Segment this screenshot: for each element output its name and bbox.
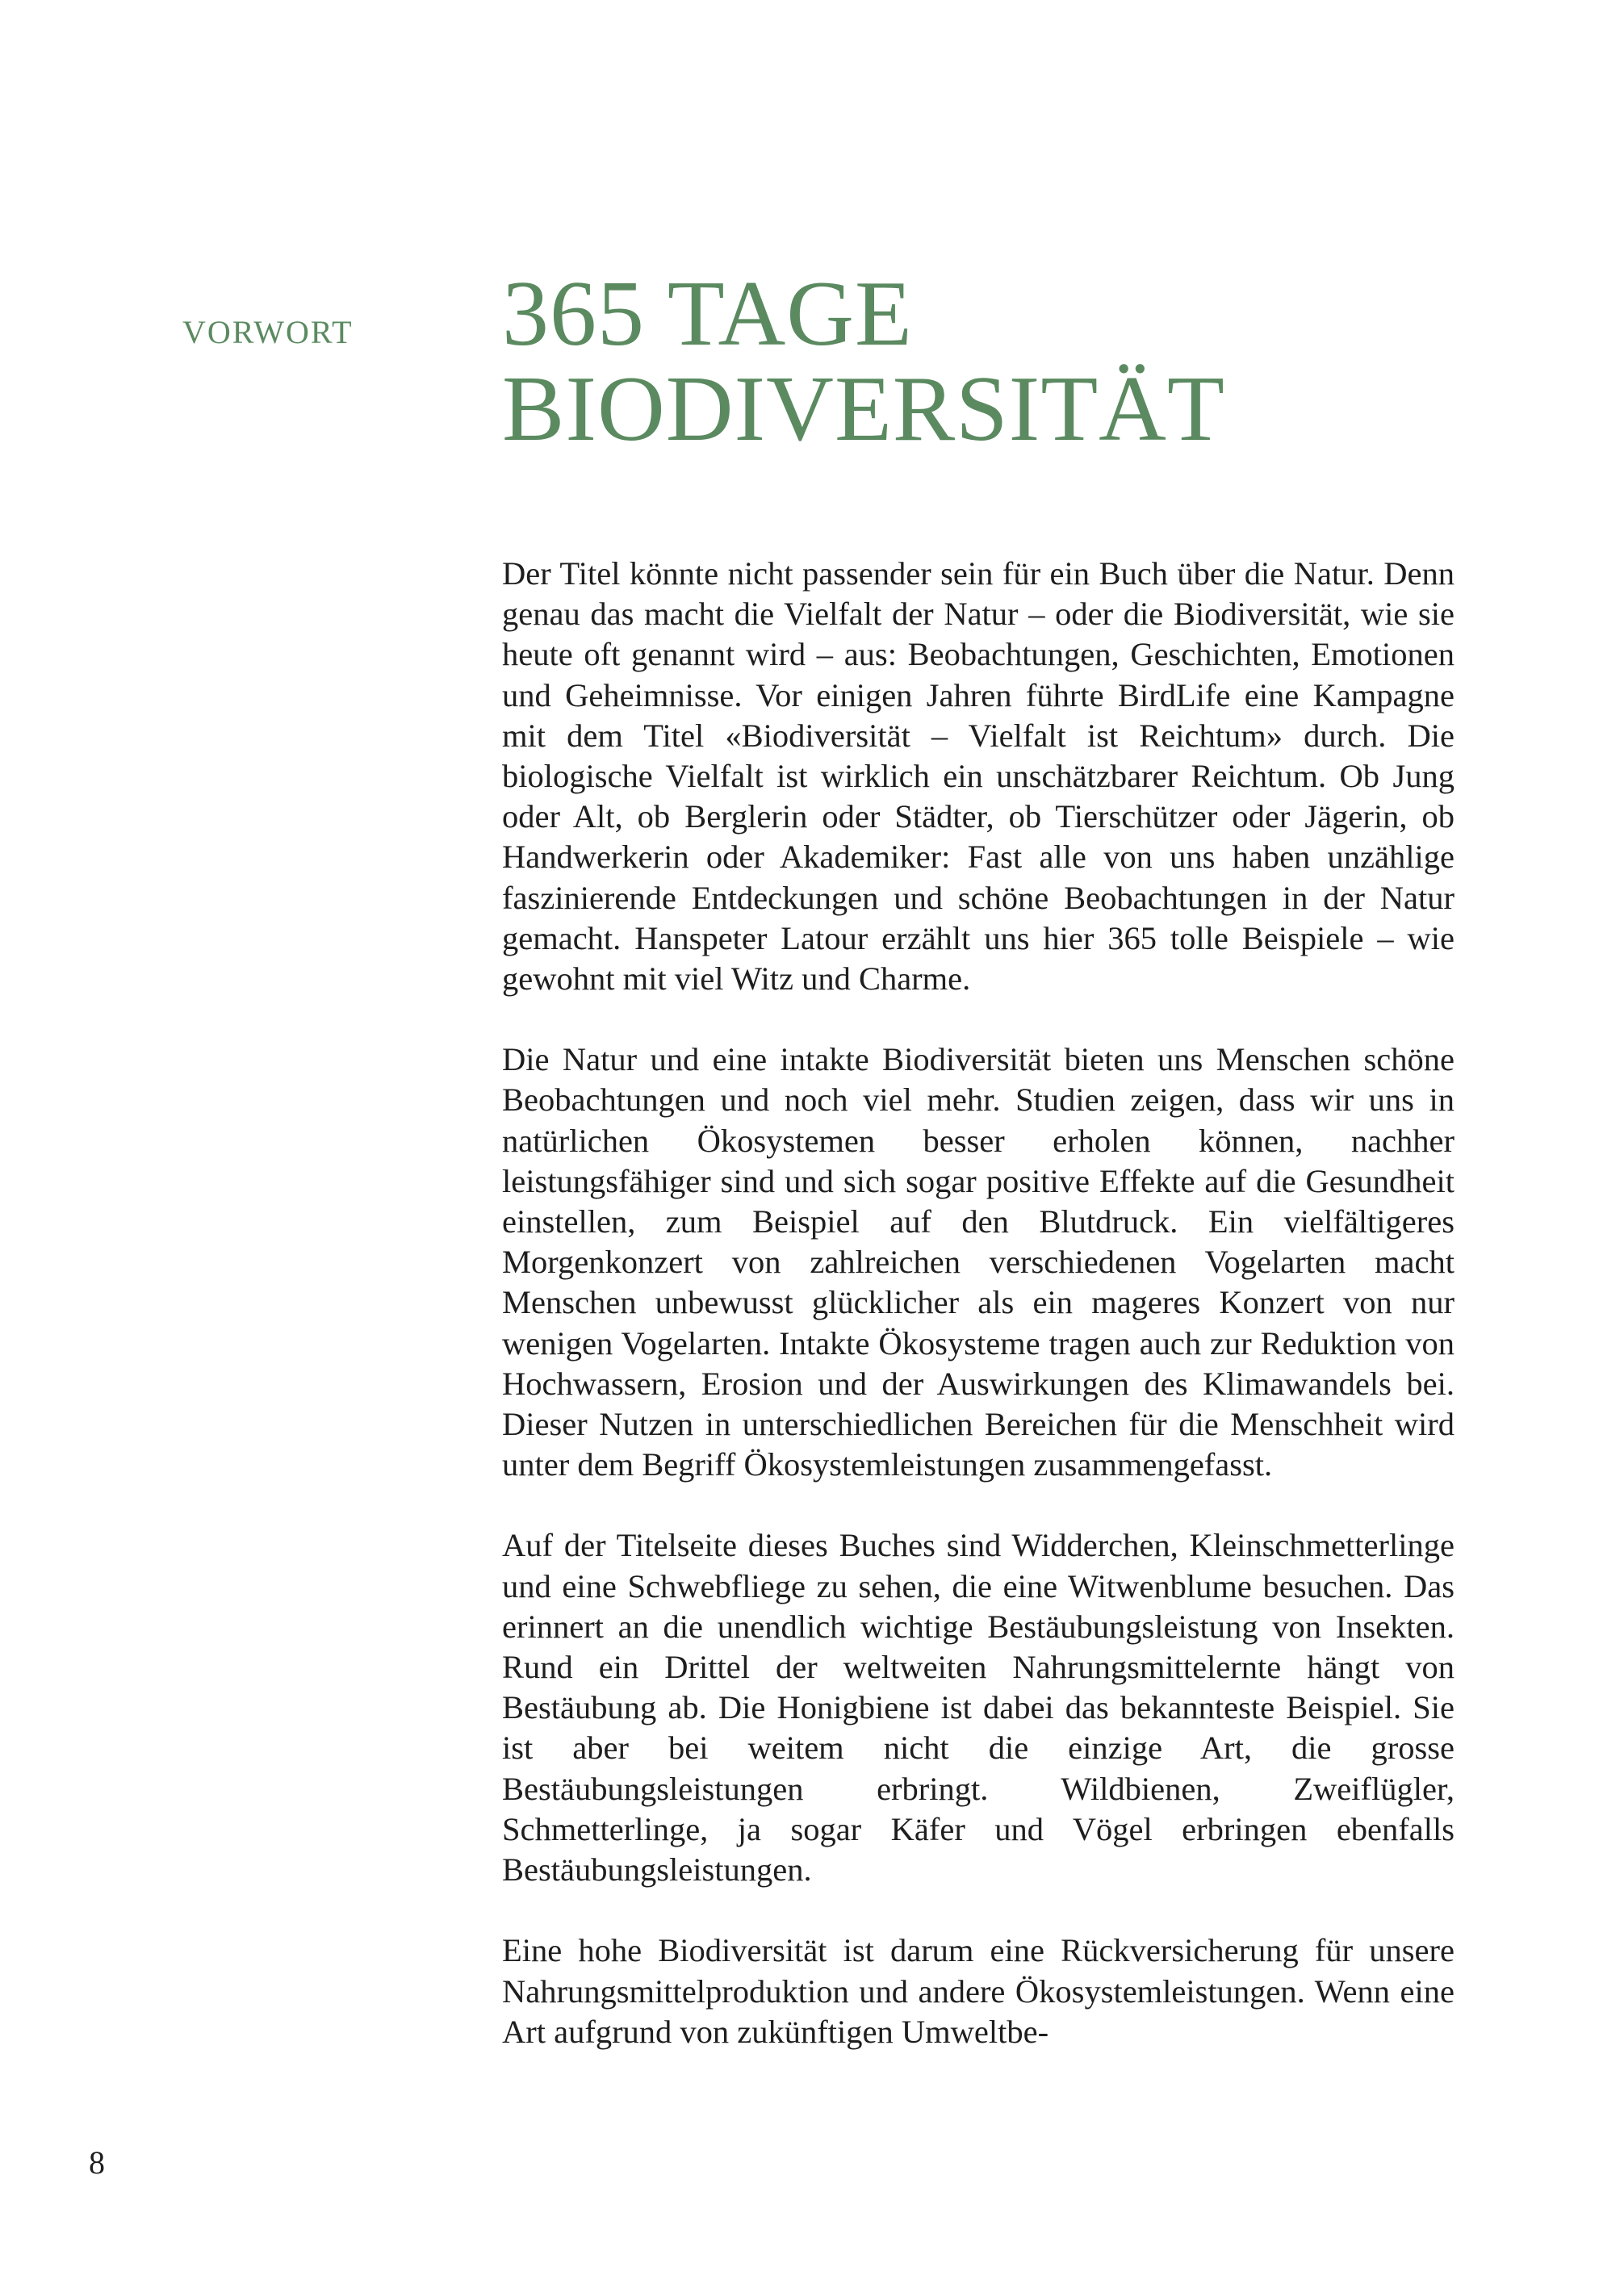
page-title-line-1: 365 TAGE <box>502 262 913 366</box>
section-label: VORWORT <box>182 314 354 350</box>
page-title-line-2: BIODIVERSITÄT <box>502 358 1225 461</box>
paragraph-4: Eine hohe Biodiversität ist darum eine Rückversicherung für unsere Nahrungsmittelproduktion und andere Ökosystemleistungen. Wenn eine Art aufgrund von zukünftigen Umweltbe- <box>502 1932 1454 2050</box>
paragraph-3: Auf der Titelseite dieses Buches sind Widderchen, Kleinschmetterlinge und eine Schwebfliege zu sehen, die eine Witwenblume besuchen. Das erinnert an die unendlich wichtige Bestäubungsleistung von Insekten. Rund ein Drittel der weltweiten Nahrungsmittelernte hängt von Bestäubung ab. Die Honigbiene ist dabei das bekannteste Beispiel. Sie ist aber bei weitem nicht die einzige Art, die grosse Bestäubungsleistungen erbringt. Wildbienen, Zweiflügler, Schmetterlinge, ja sogar Käfer und Vögel erbringen ebenfalls Bestäubungsleistungen. <box>502 1527 1454 1889</box>
paragraph-1: Der Titel könnte nicht passender sein für ein Buch über die Natur. Denn genau das macht die Vielfalt der Natur – oder die Biodiversität, wie sie heute oft genannt wird – aus: Beobachtungen, Geschichten, Emotionen und Geheimnisse. Vor einigen Jahren führte BirdLife eine Kampagne mit dem Titel «Biodiversität – Vielfalt ist Reichtum» durch. Die biologische Vielfalt ist wirklich ein unschätzbarer Reichtum. Ob Jung oder Alt, ob Berglerin oder Städter, ob Tierschützer oder Jägerin, ob Handwerkerin oder Akademiker: Fast alle von uns haben unzählige faszinierende Entdeckungen und schöne Beobachtungen in der Natur gemacht. Hanspeter Latour erzählt uns hier 365 tolle Beispiele – wie gewohnt mit viel Witz und Charme. <box>502 555 1454 998</box>
paragraph-2: Die Natur und eine intakte Biodiversität bieten uns Menschen schöne Beobachtungen und noch viel mehr. Studien zeigen, dass wir uns in natürlichen Ökosystemen besser erholen können, nachher leistungsfähiger sind und sich sogar positive Effekte auf die Gesundheit einstellen, zum Beispiel auf den Blutdruck. Ein vielfältigeres Morgenkonzert von zahlreichen verschiedenen Vogelarten macht Menschen unbewusst glücklicher als ein mageres Konzert von nur wenigen Vogelarten. Intakte Ökosysteme tragen auch zur Reduktion von Hochwassern, Erosion und der Auswirkungen des Klimawandels bei. Dieser Nutzen in unterschiedlichen Bereichen für die Menschheit wird unter dem Begriff Ökosystemleistungen zusammengefasst. <box>502 1041 1454 1483</box>
page-title <box>502 262 1225 461</box>
body-text <box>502 554 1454 2052</box>
page-number: 8 <box>89 2144 105 2181</box>
